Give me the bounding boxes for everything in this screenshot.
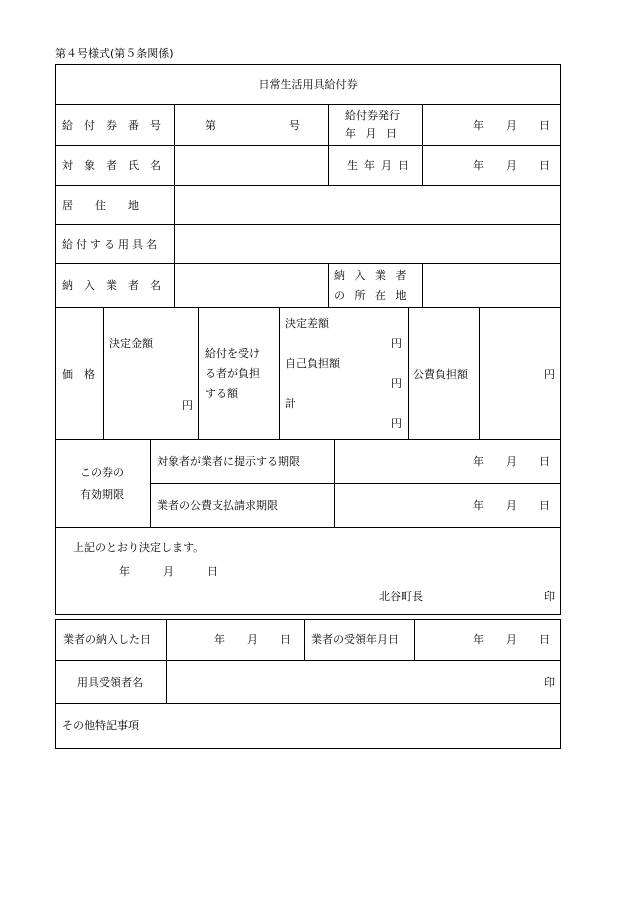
- decided-diff-label: 決定差額: [285, 317, 329, 330]
- decided-diff-yen: 円: [391, 337, 402, 350]
- decided-amount-yen: 円: [182, 399, 193, 412]
- public-burden-yen: 円: [544, 368, 555, 381]
- form-number-label: 第４号様式(第５条関係): [55, 47, 174, 60]
- burden-label-line3: する額: [205, 387, 238, 400]
- delivered-date-value: 年 月 日: [214, 633, 291, 646]
- claim-deadline-date: 年 月 日: [473, 499, 550, 512]
- birth-date-label: 生年月日: [347, 159, 415, 172]
- issue-date-value: 年 月 日: [473, 119, 550, 132]
- decision-date: 年 月 日: [119, 565, 218, 578]
- claim-deadline-label: 業者の公費支払請求期限: [157, 499, 278, 512]
- price-label: 価 格: [62, 368, 95, 381]
- issue-date-label-line1: 給付券発行: [345, 109, 400, 122]
- total-label: 計: [285, 397, 296, 410]
- burden-label-line2: る者が負担: [205, 367, 260, 380]
- received-date-value: 年 月 日: [473, 633, 550, 646]
- recipient-name-label: 対象者氏名: [62, 159, 172, 172]
- decided-amount-label: 決定金額: [109, 337, 153, 350]
- ticket-number-label: 給付券番号: [62, 119, 172, 132]
- receiver-name-label: 用具受領者名: [77, 676, 143, 689]
- receiver-seal: 印: [544, 676, 555, 689]
- item-name-label: 給付する用具名: [62, 238, 160, 251]
- mayor-seal: 印: [544, 590, 555, 603]
- issue-date-label-line2: 年 月 日: [345, 127, 400, 140]
- address-label: 居 住 地: [62, 199, 139, 212]
- form-title: 日常生活用具給付券: [258, 78, 358, 91]
- delivered-date-label: 業者の納入した日: [63, 633, 151, 646]
- decision-statement: 上記のとおり決定します。: [73, 541, 205, 554]
- ticket-number-prefix: 第: [205, 119, 216, 132]
- present-deadline-date: 年 月 日: [473, 455, 550, 468]
- vendor-address-label-line1: 納 入 業 者: [334, 269, 410, 282]
- self-burden-yen: 円: [391, 377, 402, 390]
- present-deadline-label: 対象者が業者に提示する期限: [157, 455, 300, 468]
- vendor-name-label: 納入業者名: [62, 279, 172, 292]
- vendor-address-label-line2: の 所 在 地: [334, 289, 410, 302]
- self-burden-label: 自己負担額: [285, 357, 340, 370]
- received-date-label: 業者の受領年月日: [311, 633, 399, 646]
- birth-date-value: 年 月 日: [473, 159, 550, 172]
- burden-label-line1: 給付を受け: [205, 347, 260, 360]
- validity-label-line1: この券の: [80, 466, 124, 479]
- total-yen: 円: [391, 417, 402, 430]
- mayor-title: 北谷町長: [379, 590, 423, 603]
- validity-label-line2: 有効期限: [80, 488, 124, 501]
- ticket-number-suffix: 号: [289, 119, 300, 132]
- public-burden-label: 公費負担額: [413, 368, 468, 381]
- special-notes-label: その他特記事項: [62, 719, 139, 732]
